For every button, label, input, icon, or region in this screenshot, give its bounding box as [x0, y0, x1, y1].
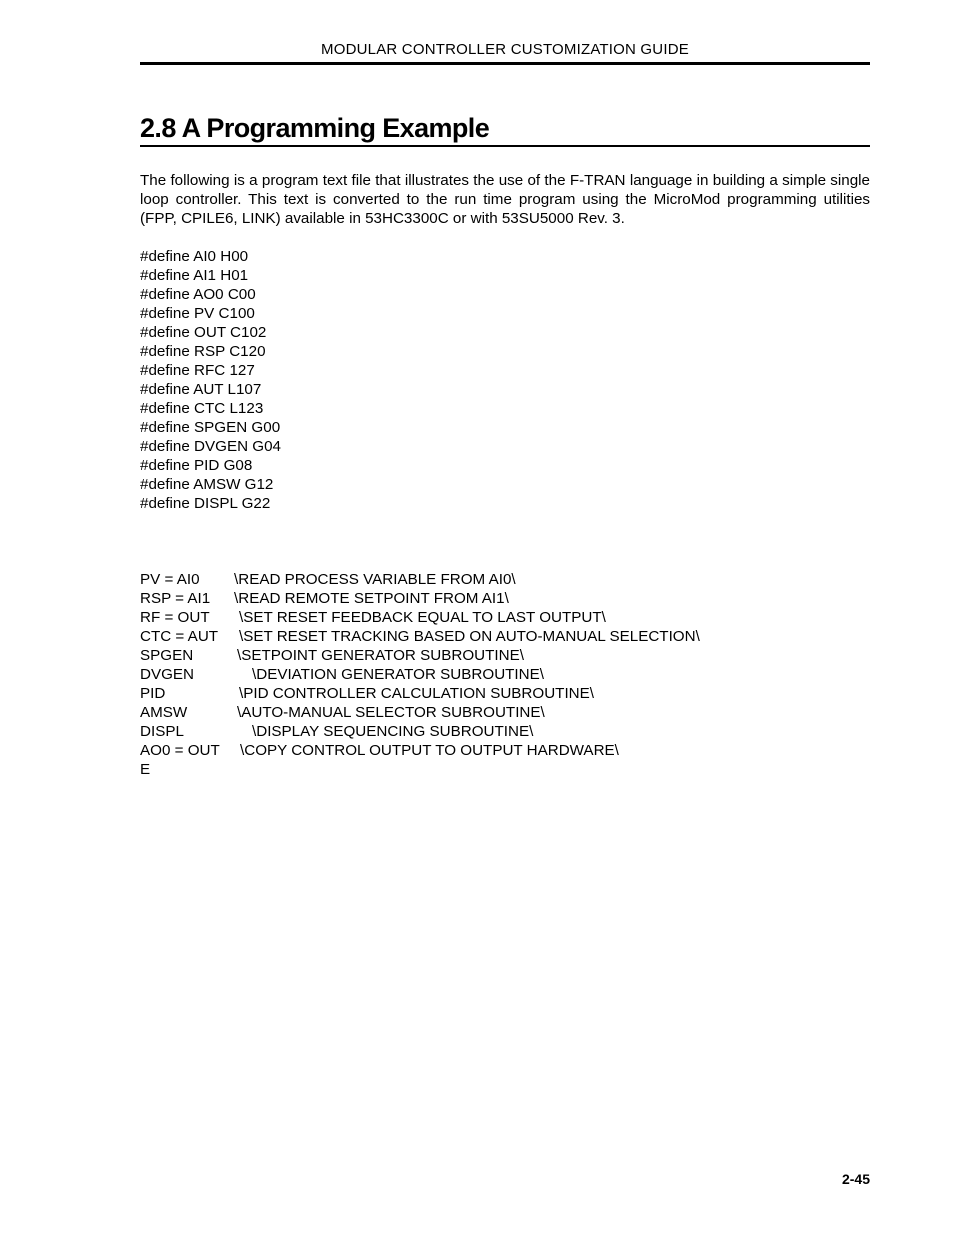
- program-statement: SPGEN: [140, 647, 194, 664]
- define-line: #define RSP C120: [140, 343, 266, 360]
- define-line: #define AO0 C00: [140, 286, 256, 303]
- header-rule: [140, 62, 870, 65]
- title-rule: [140, 145, 870, 147]
- program-statement: CTC = AUT: [140, 628, 219, 645]
- define-line: #define DVGEN G04: [140, 438, 281, 455]
- define-list: [140, 247, 281, 513]
- running-header: MODULAR CONTROLLER CUSTOMIZATION GUIDE: [321, 41, 689, 58]
- program-comment: \DEVIATION GENERATOR SUBROUTINE\: [252, 666, 544, 683]
- program-statement: DVGEN: [140, 666, 195, 683]
- program-comment: \SET RESET TRACKING BASED ON AUTO-MANUAL SELECTION\: [239, 628, 700, 645]
- page-number: 2-45: [841, 1171, 870, 1187]
- define-line: #define AI0 H00: [140, 248, 249, 265]
- section-title: 2.8 A Programming Example: [140, 113, 490, 143]
- define-line: #define PID G08: [140, 457, 253, 474]
- define-line: #define PV C100: [140, 305, 255, 322]
- program-comment: \COPY CONTROL OUTPUT TO OUTPUT HARDWARE\: [240, 742, 619, 759]
- program-statement: RF = OUT: [140, 609, 210, 626]
- define-line: #define DISPL G22: [140, 495, 271, 512]
- define-line: #define CTC L123: [140, 400, 264, 417]
- define-line: #define SPGEN G00: [140, 419, 281, 436]
- program-statement: E: [140, 761, 151, 778]
- program-statement: DISPL: [140, 723, 184, 740]
- define-line: #define AUT L107: [140, 381, 262, 398]
- program-statement: AO0 = OUT: [140, 742, 220, 759]
- program-statement: RSP = AI1: [140, 590, 211, 607]
- define-line: #define AI1 H01: [140, 267, 249, 284]
- intro-paragraph: The following is a program text file that illustrates the use of the F-TRAN language in building a simple single loop controller. This text is converted to the run time program using the MicroMod programming utilities (FPP, CPILE6, LINK) available in 53HC3300C or with 53SU5000 Rev. 3.: [140, 172, 870, 227]
- define-line: #define OUT C102: [140, 324, 267, 341]
- define-line: #define RFC 127: [140, 362, 255, 379]
- program-comment: \PID CONTROLLER CALCULATION SUBROUTINE\: [239, 685, 594, 702]
- program-comment: \AUTO-MANUAL SELECTOR SUBROUTINE\: [237, 704, 545, 721]
- program-statement: PID: [140, 685, 166, 702]
- program-statement: PV = AI0: [140, 571, 200, 588]
- program-comment: \READ PROCESS VARIABLE FROM AI0\: [234, 571, 516, 588]
- program-comment: \SETPOINT GENERATOR SUBROUTINE\: [237, 647, 524, 664]
- program-statement: AMSW: [140, 704, 188, 721]
- define-line: #define AMSW G12: [140, 476, 274, 493]
- program-comment: \DISPLAY SEQUENCING SUBROUTINE\: [252, 723, 534, 740]
- program-comment: \READ REMOTE SETPOINT FROM AI1\: [234, 590, 509, 607]
- program-comment: \SET RESET FEEDBACK EQUAL TO LAST OUTPUT\: [239, 609, 606, 626]
